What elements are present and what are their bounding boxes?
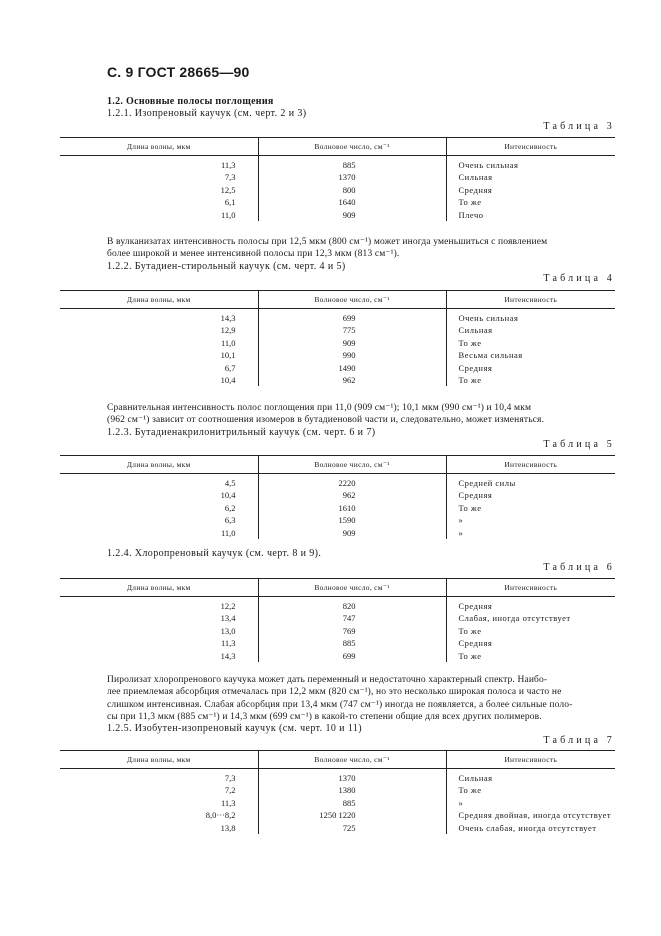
subsection-heading-1-2-2: 1.2.2. Бутадиен-стирольный каучук (см. черт. 4 и 5): [107, 261, 346, 272]
cell-wavelength: 10,1: [220, 350, 236, 361]
column-header-wavelength: Длина волны, мкм: [60, 291, 258, 309]
cell-intensity: То же: [458, 197, 482, 208]
cell-wavelength: 6,3: [224, 515, 236, 526]
cell-wavelength: 13,8: [220, 822, 236, 833]
paragraph-line: более широкой и менее интенсивной полосы при 12,3 мкм (813 см⁻¹).: [107, 249, 400, 260]
cell-wavenumber: 909: [258, 527, 446, 539]
column-header-intensity: Интенсивность: [446, 751, 615, 769]
column-header-wavenumber: Волновое число, см⁻¹: [258, 138, 446, 156]
paragraph-line: (962 см⁻¹) зависит от соотношения изомеров в бутадиеновой части и, следовательно, может изменяться.: [107, 415, 545, 426]
cell-wavelength: 8,0···8,2: [205, 810, 236, 821]
cell-intensity: Средняя: [458, 362, 493, 373]
cell-wavelength: 7,3: [224, 773, 236, 783]
table-row: [60, 797, 615, 809]
cell-wavenumber: 699: [258, 650, 446, 662]
table-row: [60, 171, 615, 183]
table-caption-4: Таблица 4: [543, 273, 615, 284]
cell-wavelength: 10,4: [220, 490, 236, 501]
cell-intensity: То же: [458, 625, 482, 636]
table-7: [60, 750, 615, 834]
cell-intensity: То же: [458, 375, 482, 386]
cell-intensity: Очень слабая, иногда отсутствует: [458, 822, 597, 833]
table-row: [60, 637, 615, 649]
column-header-wavenumber: Волновое число, см⁻¹: [258, 579, 446, 597]
table-6: [60, 578, 615, 662]
cell-intensity: Сильная: [458, 325, 493, 336]
section-title: 1.2. Основные полосы поглощения: [107, 96, 274, 107]
table-header-row: [60, 456, 615, 474]
cell-intensity: Средняя двойная, иногда отсутствует: [458, 810, 612, 821]
subsection-heading-1-2-4: 1.2.4. Хлоропреновый каучук (см. черт. 8 и 9).: [107, 548, 322, 559]
cell-wavenumber: 1610: [258, 502, 446, 514]
table-caption-7: Таблица 7: [543, 735, 615, 746]
cell-wavelength: 6,7: [224, 362, 236, 373]
cell-intensity: То же: [458, 502, 482, 513]
cell-wavenumber: 1640: [258, 196, 446, 208]
cell-intensity: »: [458, 797, 464, 808]
table-row: [60, 209, 615, 221]
table-row: [60, 612, 615, 624]
paragraph-line: Пиролизат хлоропренового каучука может дать переменный и недостаточно характерный спектр. Наибо-: [107, 675, 548, 685]
paragraph-line: Сравнительная интенсивность полос поглощения при 11,0 (909 см⁻¹); 10,1 мкм (990 см⁻¹) и 10,4 мкм: [107, 403, 532, 413]
cell-wavelength: 11,0: [220, 527, 236, 538]
cell-wavenumber: 747: [258, 612, 446, 624]
table-row: [60, 474, 615, 490]
table-row: [60, 184, 615, 196]
column-header-intensity: Интенсивность: [446, 579, 615, 597]
table-row: [60, 502, 615, 514]
paragraph-line: лее приемлемая абсорбция отмечалась при 12,2 мкм (820 см⁻¹), но это несколько широкая полоса и часто не: [107, 687, 562, 698]
cell-intensity: Средняя: [458, 490, 493, 501]
cell-wavelength: 11,3: [220, 160, 236, 170]
cell-wavelength: 12,2: [220, 601, 236, 611]
cell-wavenumber: 962: [258, 374, 446, 386]
table-row: [60, 650, 615, 662]
cell-intensity: Сильная: [458, 773, 493, 783]
table-row: [60, 769, 615, 785]
cell-wavelength: 12,5: [220, 184, 236, 195]
cell-intensity: То же: [458, 785, 482, 796]
table-row: [60, 527, 615, 539]
cell-wavelength: 7,3: [224, 172, 236, 183]
cell-wavenumber: 800: [258, 184, 446, 196]
column-header-intensity: Интенсивность: [446, 291, 615, 309]
paragraph-line: сы при 11,3 мкм (885 см⁻¹) и 14,3 мкм (699 см⁻¹) в какой-то степени общие для всех других полимеров.: [107, 711, 542, 722]
column-header-wavelength: Длина волны, мкм: [60, 456, 258, 474]
cell-wavelength: 4,5: [224, 478, 236, 488]
cell-wavelength: 11,3: [220, 638, 236, 649]
table-row: [60, 196, 615, 208]
table-row: [60, 337, 615, 349]
column-header-wavelength: Длина волны, мкм: [60, 751, 258, 769]
table-header-row: [60, 751, 615, 769]
cell-intensity: То же: [458, 337, 482, 348]
cell-intensity: Средняя: [458, 601, 493, 611]
cell-intensity: Плечо: [458, 209, 484, 220]
paragraph-line: слишком интенсивная. Слабая абсорбция при 13,4 мкм (747 см⁻¹) иногда не появляется, а более сильные поло-: [107, 699, 573, 710]
cell-intensity: Средняя: [458, 184, 493, 195]
table-header-row: [60, 579, 615, 597]
table-row: [60, 809, 615, 821]
table-row: [60, 625, 615, 637]
table-header-row: [60, 138, 615, 156]
cell-wavenumber: 820: [258, 597, 446, 613]
cell-intensity: Очень сильная: [458, 160, 519, 170]
cell-intensity: То же: [458, 650, 482, 661]
table-row: [60, 374, 615, 386]
column-header-wavenumber: Волновое число, см⁻¹: [258, 751, 446, 769]
cell-wavelength: 11,0: [220, 209, 236, 220]
cell-wavenumber: 885: [258, 637, 446, 649]
table-caption-3: Таблица 3: [543, 121, 615, 132]
cell-wavenumber: 775: [258, 324, 446, 336]
cell-intensity: Очень сильная: [458, 313, 519, 323]
table-row: [60, 309, 615, 325]
paragraph-comparative-intensity: [107, 402, 615, 427]
column-header-intensity: Интенсивность: [446, 456, 615, 474]
column-header-wavenumber: Волновое число, см⁻¹: [258, 456, 446, 474]
page-header: С. 9 ГОСТ 28665—90: [107, 64, 250, 80]
table-row: [60, 784, 615, 796]
cell-wavelength: 13,4: [220, 613, 236, 624]
cell-wavenumber: 1370: [258, 171, 446, 183]
table-row: [60, 822, 615, 834]
cell-wavelength: 11,3: [220, 797, 236, 808]
cell-wavelength: 7,2: [224, 785, 236, 796]
cell-wavenumber: 1380: [258, 784, 446, 796]
subsection-heading-1-2-1: 1.2.1. Изопреновый каучук (см. черт. 2 и 3): [107, 108, 307, 119]
cell-wavenumber: 1250 1220: [258, 809, 446, 821]
paragraph-vulcanizates: [107, 236, 615, 261]
column-header-wavenumber: Волновое число, см⁻¹: [258, 291, 446, 309]
subsection-heading-1-2-5: 1.2.5. Изобутен-изопреновый каучук (см. черт. 10 и 11): [107, 723, 362, 734]
cell-intensity: Сильная: [458, 172, 493, 183]
cell-wavenumber: 962: [258, 489, 446, 501]
cell-wavenumber: 990: [258, 349, 446, 361]
cell-wavenumber: 1490: [258, 362, 446, 374]
column-header-wavelength: Длина волны, мкм: [60, 579, 258, 597]
cell-intensity: »: [458, 515, 464, 526]
table-row: [60, 489, 615, 501]
table-row: [60, 156, 615, 172]
cell-wavenumber: 1590: [258, 514, 446, 526]
table-caption-6: Таблица 6: [543, 562, 615, 573]
cell-wavelength: 6,1: [224, 197, 236, 208]
cell-wavelength: 13,0: [220, 625, 236, 636]
paragraph-pyrolyzate: [107, 674, 615, 723]
cell-wavelength: 14,3: [220, 313, 236, 323]
cell-wavenumber: 909: [258, 209, 446, 221]
cell-wavenumber: 909: [258, 337, 446, 349]
cell-wavelength: 12,9: [220, 325, 236, 336]
cell-wavelength: 11,0: [220, 337, 236, 348]
cell-wavenumber: 885: [258, 797, 446, 809]
cell-wavenumber: 769: [258, 625, 446, 637]
table-row: [60, 362, 615, 374]
cell-wavelength: 14,3: [220, 650, 236, 661]
table-row: [60, 514, 615, 526]
subsection-heading-1-2-3: 1.2.3. Бутадиенакрилонитрильный каучук (см. черт. 6 и 7): [107, 427, 376, 438]
paragraph-line: В вулканизатах интенсивность полосы при 12,5 мкм (800 см⁻¹) может иногда уменьшиться с появлением: [107, 237, 548, 247]
cell-intensity: Средней силы: [458, 478, 516, 488]
cell-wavenumber: 2220: [258, 474, 446, 490]
cell-intensity: »: [458, 527, 464, 538]
table-5: [60, 455, 615, 539]
cell-wavelength: 10,4: [220, 375, 236, 386]
table-4: [60, 290, 615, 386]
table-header-row: [60, 291, 615, 309]
column-header-intensity: Интенсивность: [446, 138, 615, 156]
table-row: [60, 349, 615, 361]
column-header-wavelength: Длина волны, мкм: [60, 138, 258, 156]
cell-wavenumber: 885: [258, 156, 446, 172]
cell-wavenumber: 725: [258, 822, 446, 834]
cell-wavelength: 6,2: [224, 502, 236, 513]
cell-intensity: Весьма сильная: [458, 350, 523, 361]
table-row: [60, 597, 615, 613]
cell-intensity: Средняя: [458, 638, 493, 649]
cell-wavenumber: 1370: [258, 769, 446, 785]
cell-intensity: Слабая, иногда отсутствует: [458, 613, 571, 624]
table-caption-5: Таблица 5: [543, 439, 615, 450]
table-3: [60, 137, 615, 221]
table-row: [60, 324, 615, 336]
cell-wavenumber: 699: [258, 309, 446, 325]
